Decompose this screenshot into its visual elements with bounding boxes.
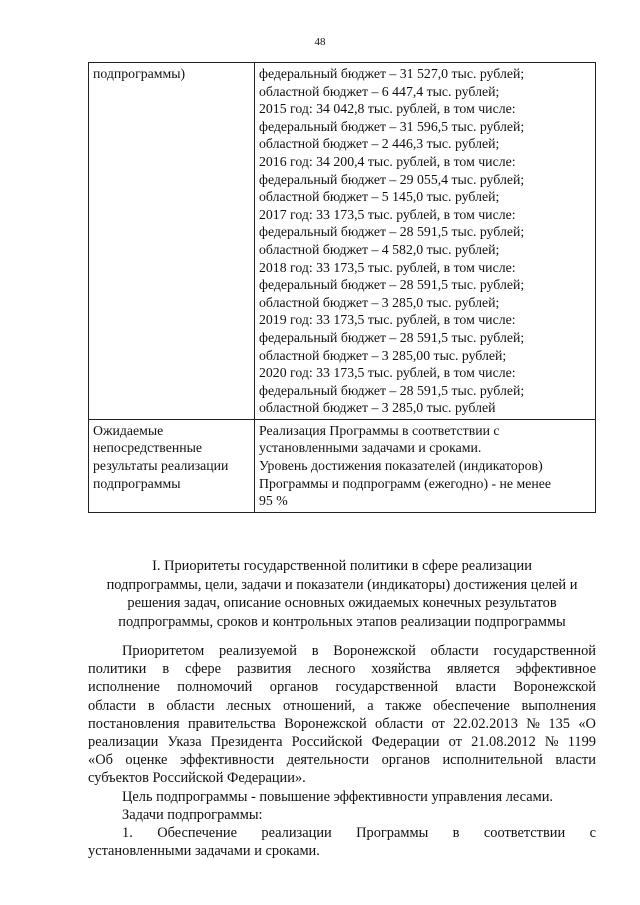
funding-line: областной бюджет – 3 285,0 тыс. рублей; <box>259 294 500 310</box>
paragraph-line <box>88 678 596 696</box>
funding-line: областной бюджет – 6 447,4 тыс. рублей; <box>259 83 500 99</box>
word: Приоритетом <box>122 643 205 659</box>
word: Воронежской <box>333 643 416 659</box>
results-line: Реализация Программы в соответствии с <box>259 422 500 438</box>
word: государственной <box>335 679 439 696</box>
word: обеспечение <box>433 697 510 714</box>
task-1-last-line: установленными задачами и сроками. <box>88 843 320 860</box>
word: № <box>544 734 559 751</box>
word: Указа <box>167 734 202 751</box>
task-1-line <box>88 824 596 842</box>
paragraph-line <box>88 642 596 660</box>
word: реализации <box>88 734 159 751</box>
passport-table <box>88 62 596 513</box>
goal-line: Цель подпрограммы - повышение эффективности управления лесами. <box>122 788 554 805</box>
heading-line: I. Приоритеты государственной политики в сфере реализации <box>152 558 532 574</box>
task-word: Программы <box>356 825 429 842</box>
heading-line: подпрограммы, цели, задачи и показатели (индикаторы) достижения целей и <box>106 576 578 593</box>
word: «О <box>578 715 596 732</box>
word: реализуемой <box>218 643 297 659</box>
results-line: Программы и подпрограмм (ежегодно) - не менее <box>259 475 551 491</box>
funding-line: 2017 год: 33 173,5 тыс. рублей, в том числе: <box>259 206 516 222</box>
task-word: 1. <box>122 825 133 842</box>
word: 21.08.2012 <box>471 734 536 751</box>
word: в <box>311 643 319 659</box>
task-word: в <box>452 825 460 842</box>
results-line: 95 % <box>259 493 288 509</box>
table-cell-label <box>89 419 255 512</box>
word: Президента <box>210 734 283 751</box>
word: № <box>526 715 541 732</box>
word: в <box>162 661 170 678</box>
word: Федерации <box>371 734 440 751</box>
word: «Об <box>88 752 113 769</box>
word: постановления <box>88 715 180 732</box>
word: Воронежской <box>284 715 367 732</box>
word: является <box>446 661 500 678</box>
funding-line: областной бюджет – 3 285,0 тыс. рублей <box>259 400 496 416</box>
funding-line: федеральный бюджет – 28 591,5 тыс. рублей; <box>259 382 525 398</box>
word: эффективности <box>179 752 275 769</box>
funding-line: областной бюджет – 3 285,00 тыс. рублей; <box>259 347 507 363</box>
word: области <box>375 715 424 732</box>
paragraph-priority <box>88 642 596 769</box>
task-word: соответствии <box>483 825 566 842</box>
row-label: подпрограммы) <box>93 66 186 81</box>
paragraph-line <box>88 715 596 733</box>
task-word: Обеспечение <box>157 825 237 842</box>
word: лесных <box>226 697 272 714</box>
funding-line: федеральный бюджет – 28 591,5 тыс. рублей; <box>259 329 525 345</box>
word: Воронежской <box>513 679 596 696</box>
word: исполнительной <box>442 752 543 769</box>
funding-line: 2019 год: 33 173,5 тыс. рублей, в том числе: <box>259 312 516 328</box>
funding-line: федеральный бюджет – 28 591,5 тыс. рублей; <box>259 277 525 293</box>
word: области <box>88 697 137 714</box>
word: области <box>166 697 215 714</box>
word: хозяйства <box>371 661 431 678</box>
word: 22.02.2013 <box>453 715 518 732</box>
word: правительства <box>187 715 276 732</box>
table-cell-results <box>255 419 596 512</box>
word: полномочий <box>177 679 253 696</box>
word: оценке <box>125 752 168 769</box>
funding-line: 2018 год: 33 173,5 тыс. рублей, в том числе: <box>259 259 516 275</box>
results-line: Уровень достижения показателей (индикаторов) <box>259 458 543 474</box>
word: также <box>385 697 422 714</box>
funding-line: федеральный бюджет – 31 596,5 тыс. рублей; <box>259 118 525 134</box>
paragraph-last-line: субъектов Российской Федерации». <box>88 770 306 787</box>
table-row-results <box>89 419 596 512</box>
word: эффективное <box>515 661 596 678</box>
word: 1199 <box>567 734 596 751</box>
funding-line: областной бюджет – 2 446,3 тыс. рублей; <box>259 136 500 152</box>
word: сфере <box>185 661 221 678</box>
row-label-line: результаты реализации <box>93 458 229 474</box>
results-line: установленными задачами и сроками. <box>259 440 482 456</box>
word: а <box>367 697 374 714</box>
word: власти <box>455 679 497 696</box>
word: области <box>430 643 479 659</box>
body-text <box>88 642 596 860</box>
word: выполнения <box>521 697 596 714</box>
word: деятельности <box>286 752 370 769</box>
word: развития <box>237 661 292 678</box>
word: в <box>147 697 155 714</box>
funding-line: федеральный бюджет – 31 527,0 тыс. рублей; <box>259 66 525 81</box>
funding-line: 2020 год: 33 173,5 тыс. рублей, в том числе: <box>259 365 516 381</box>
word: власти <box>555 752 596 769</box>
table-cell-funding <box>255 63 596 420</box>
task-word: реализации <box>261 825 332 842</box>
funding-line: областной бюджет – 4 582,0 тыс. рублей; <box>259 241 500 257</box>
row-label-line: непосредственные <box>93 440 202 456</box>
funding-line: областной бюджет – 5 145,0 тыс. рублей; <box>259 189 500 205</box>
word: лесного <box>307 661 356 678</box>
word: органов <box>269 679 319 696</box>
word: органов <box>381 752 430 769</box>
word: от <box>431 715 445 732</box>
word: отношений, <box>283 697 356 714</box>
word: Российской <box>291 734 363 751</box>
word: от <box>448 734 462 751</box>
word: политики <box>88 661 147 678</box>
heading-line: подпрограммы, сроков и контрольных этапов реализации подпрограммы <box>118 613 566 630</box>
word: исполнение <box>88 679 160 696</box>
section-heading <box>88 557 596 631</box>
word: 135 <box>548 715 570 732</box>
funding-line: федеральный бюджет – 28 591,5 тыс. рублей; <box>259 224 525 240</box>
paragraph-line <box>88 733 596 751</box>
page-number: 48 <box>314 36 326 48</box>
table-cell-label <box>89 63 255 420</box>
table-row-funding <box>89 63 596 420</box>
row-label-line: подпрограммы <box>93 475 181 491</box>
tasks-title: Задачи подпрограммы: <box>122 806 263 823</box>
funding-line: федеральный бюджет – 29 055,4 тыс. рублей; <box>259 171 525 187</box>
word: государственной <box>493 643 596 659</box>
paragraph-line <box>88 697 596 715</box>
funding-line: 2015 год: 34 042,8 тыс. рублей, в том числе: <box>259 101 516 117</box>
funding-line: 2016 год: 34 200,4 тыс. рублей, в том числе: <box>259 153 516 169</box>
task-word: с <box>589 825 596 842</box>
paragraph-line <box>88 751 596 769</box>
heading-line: решения задач, описание основных ожидаемых конечных результатов <box>127 595 557 612</box>
row-label-line: Ожидаемые <box>93 422 164 438</box>
paragraph-line <box>88 660 596 678</box>
